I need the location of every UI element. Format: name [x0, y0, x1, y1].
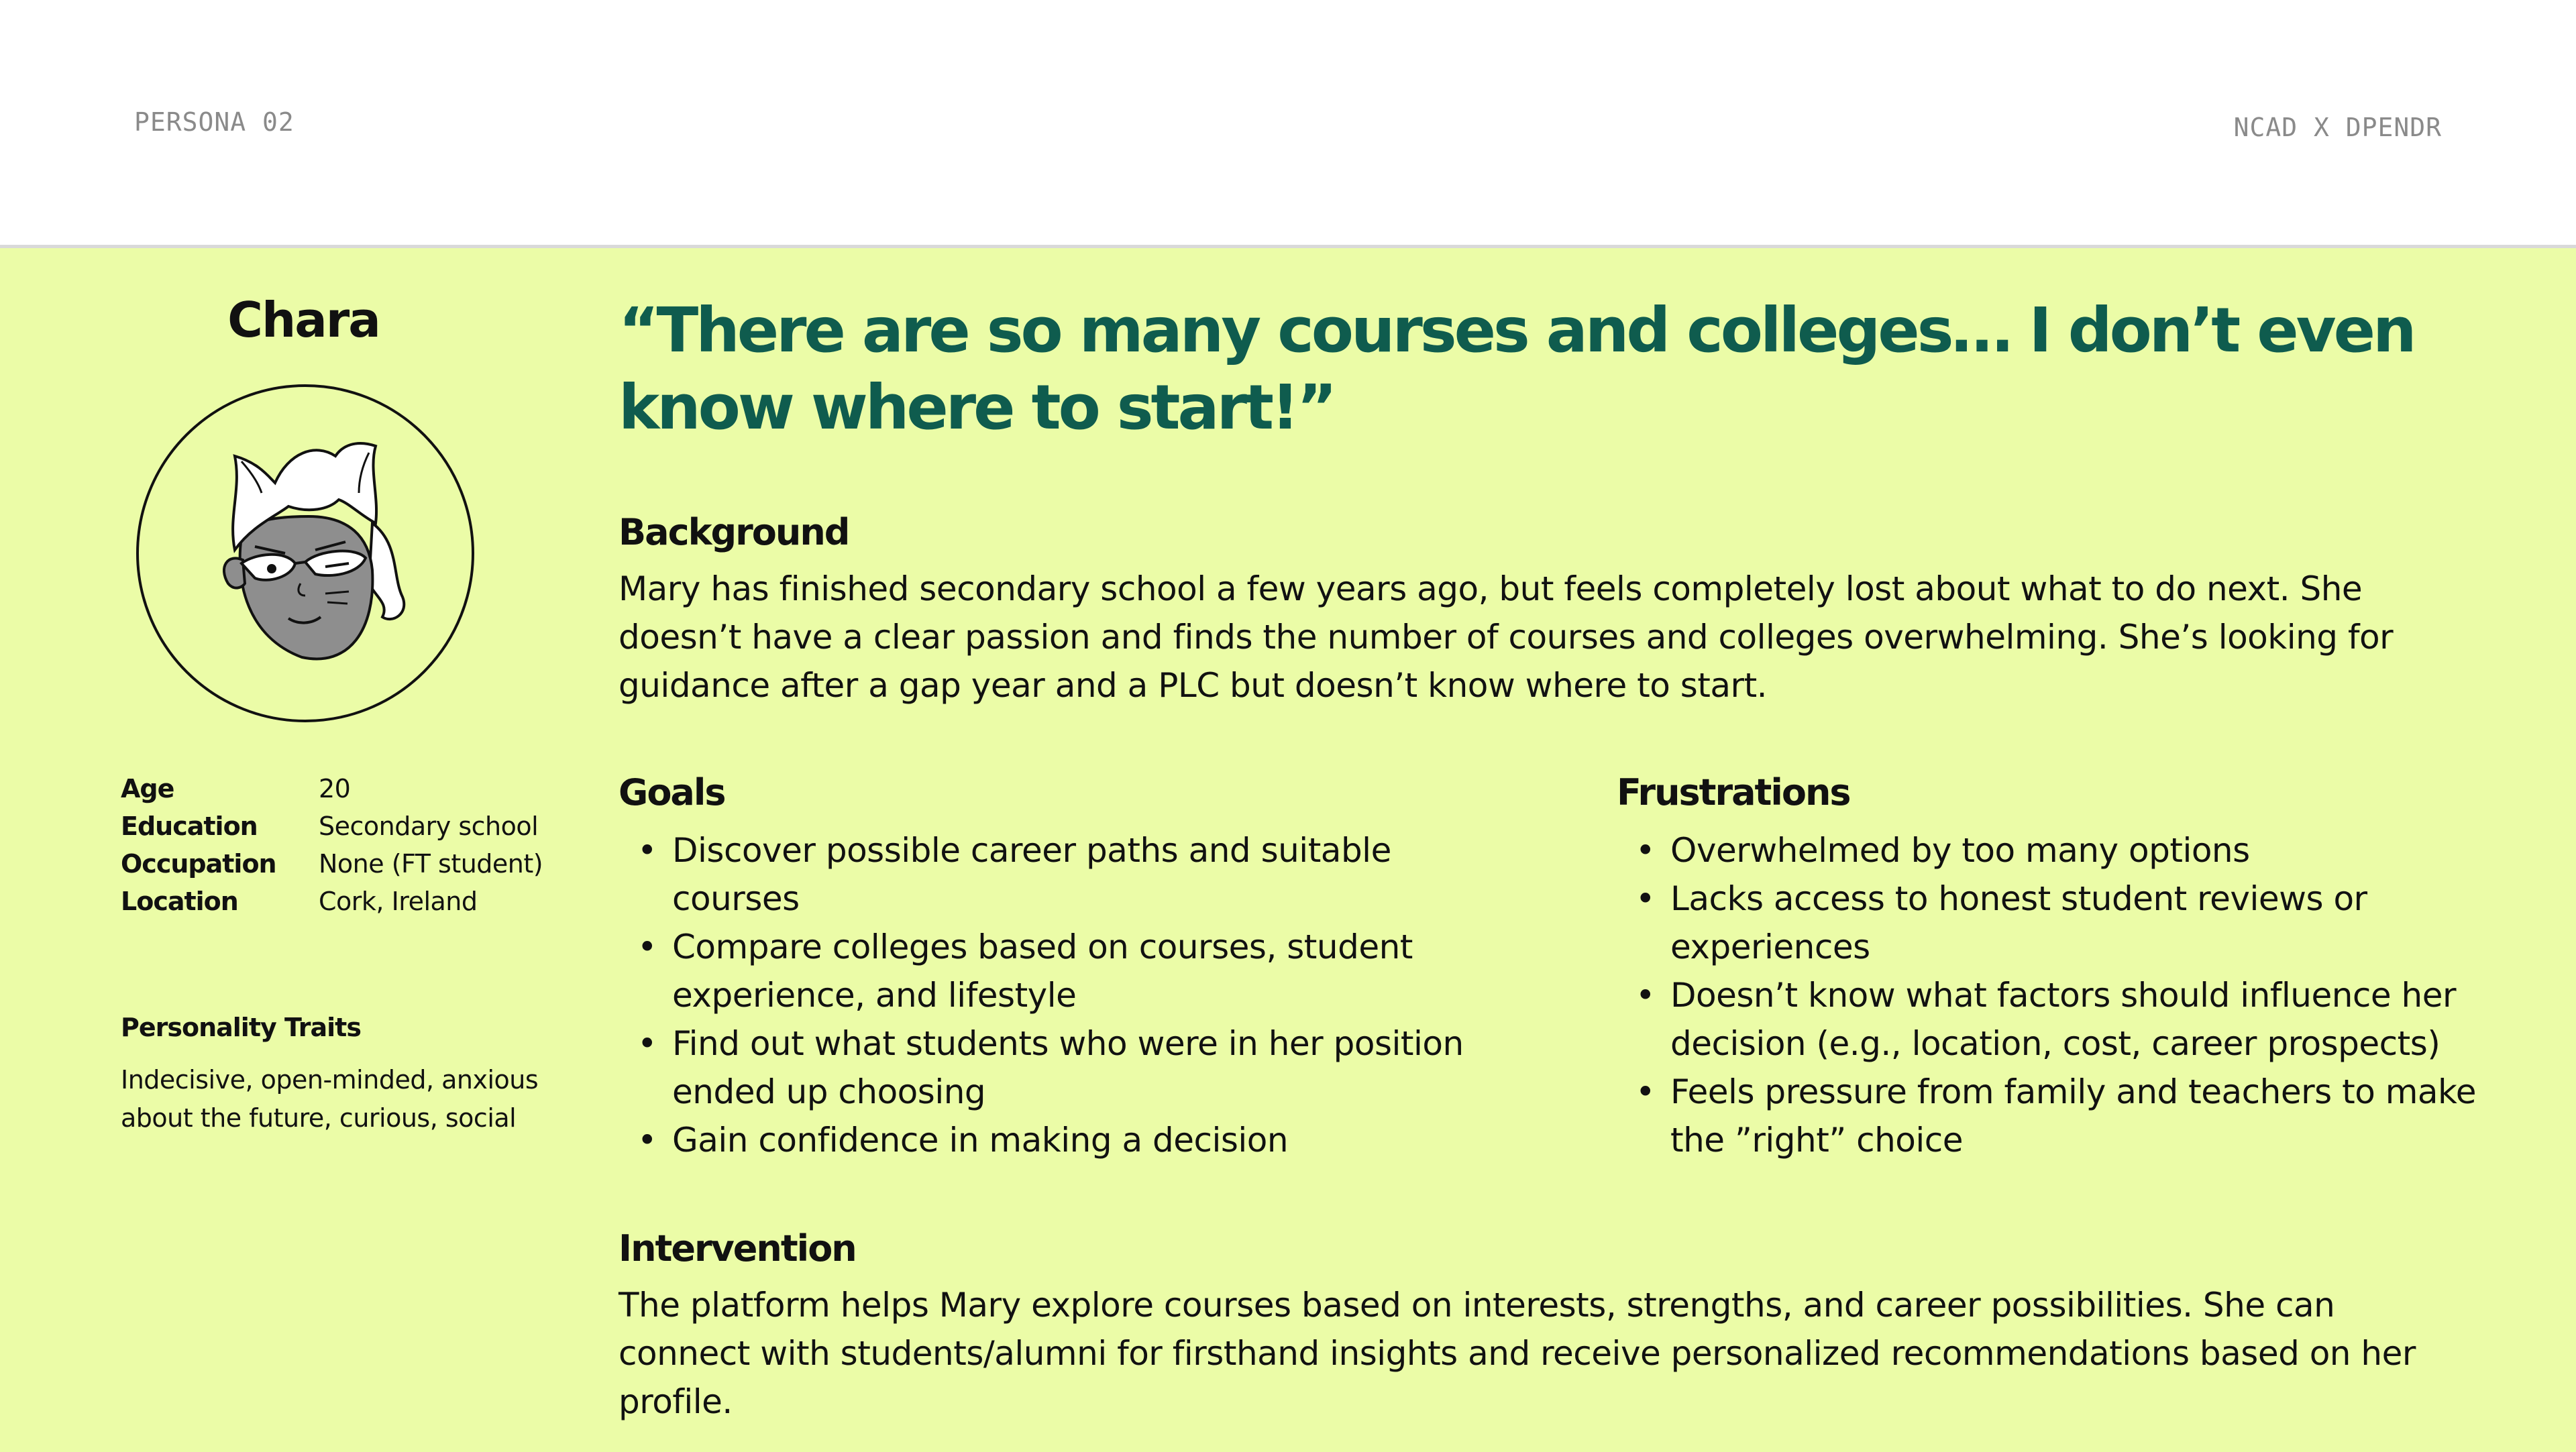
list-item — [619, 826, 1491, 923]
background-text: Mary has finished secondary school a few years ago, but feels completely lost about what to do next. She doesn’t have a clear passion and finds the number of courses and colleges overwhelming. She’s looking for guidance after a gap year and a PLC but doesn’t know where to start. — [619, 569, 2394, 705]
goal-text: Find out what students who were in her position ended up choosing — [672, 1024, 1464, 1111]
intervention-heading: Intervention — [619, 1227, 856, 1270]
fact-label: Age — [121, 774, 174, 803]
list-item — [619, 1019, 1491, 1116]
persona-facts — [121, 770, 543, 920]
background-heading: Background — [619, 511, 849, 553]
fact-value: Secondary school — [319, 812, 539, 841]
fact-row-education — [121, 807, 543, 845]
avatar — [134, 382, 476, 724]
frustration-text: Lacks access to honest student reviews or experiences — [1670, 879, 2367, 966]
bullet-icon: • — [637, 831, 657, 870]
brand-label: NCAD X DPENDR — [2233, 113, 2442, 142]
list-item — [1617, 971, 2496, 1068]
list-item — [619, 1116, 1491, 1164]
fact-label: Occupation — [121, 849, 276, 879]
personality-traits-heading: Personality Traits — [121, 1013, 361, 1042]
frustration-text: Doesn’t know what factors should influence her decision (e.g., location, cost, career prospects) — [1670, 976, 2457, 1063]
goal-text: Compare colleges based on courses, student experience, and lifestyle — [672, 928, 1413, 1015]
fact-value: 20 — [319, 774, 351, 803]
frustrations-list — [1617, 826, 2496, 1164]
fact-label: Education — [121, 812, 258, 841]
persona-number-label: PERSONA 02 — [134, 107, 294, 137]
frustration-text: Feels pressure from family and teachers to make the ”right” choice — [1670, 1072, 2476, 1160]
frustration-text: Overwhelmed by too many options — [1670, 831, 2250, 870]
list-item — [1617, 875, 2496, 971]
fact-value: Cork, Ireland — [319, 887, 478, 916]
avatar-illustration — [134, 382, 476, 724]
fact-row-occupation — [121, 845, 543, 883]
persona-quote: “There are so many courses and colleges… I don’t even know where to start!” — [619, 294, 2414, 443]
goal-text: Discover possible career paths and suitable courses — [672, 831, 1391, 918]
fact-row-location — [121, 883, 543, 920]
goals-heading: Goals — [619, 771, 725, 814]
fact-row-age — [121, 770, 543, 807]
bullet-icon: • — [1635, 976, 1655, 1015]
fact-value: None (FT student) — [319, 849, 543, 879]
personality-traits-text: Indecisive, open-minded, anxious about the future, curious, social — [121, 1065, 539, 1133]
fact-label: Location — [121, 887, 238, 916]
goal-text: Gain confidence in making a decision — [672, 1121, 1289, 1160]
bullet-icon: • — [1635, 1072, 1655, 1111]
goals-list — [619, 826, 1491, 1164]
persona-name: Chara — [227, 292, 380, 348]
list-item — [1617, 1068, 2496, 1164]
list-item — [619, 923, 1491, 1019]
list-item — [1617, 826, 2496, 875]
bullet-icon: • — [637, 1121, 657, 1160]
bullet-icon: • — [637, 928, 657, 966]
bullet-icon: • — [1635, 831, 1655, 870]
frustrations-heading: Frustrations — [1617, 771, 1850, 814]
bullet-icon: • — [637, 1024, 657, 1063]
intervention-text: The platform helps Mary explore courses based on interests, strengths, and career possibilities. She can connect with students/alumni for firsthand insights and receive personalized recommendations based on her profile. — [619, 1286, 2416, 1421]
bullet-icon: • — [1635, 879, 1655, 918]
